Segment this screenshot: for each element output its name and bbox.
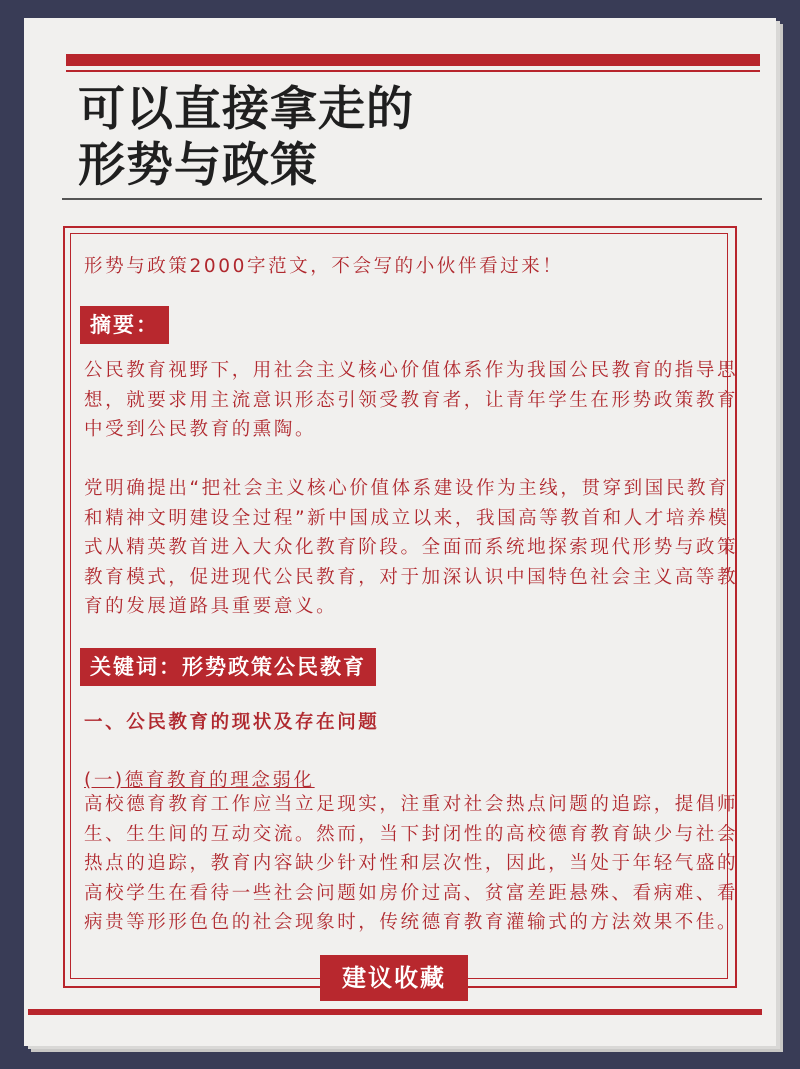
page-title [78, 82, 414, 194]
text-line: 病贵等形形色色的社会现象时，传统德育教育灌输式的方法效果不佳。 [84, 912, 739, 933]
section-paragraph [84, 790, 738, 938]
bottom-red-bar [28, 1009, 762, 1015]
abstract-tag: 摘要： [80, 306, 169, 344]
text-line: 想，就要求用主流意识形态引领受教育者，让青年学生在形势政策教育 [84, 389, 739, 411]
top-red-bar [66, 54, 760, 66]
keywords-tag: 关键词：形势政策公民教育 [80, 648, 376, 686]
text-line: 和精神文明建设全过程”新中国成立以来，我国高等教首和人才培养模 [84, 507, 730, 529]
text-line: 公民教育视野下，用社会主义核心价值体系作为我国公民教育的指导思 [84, 360, 739, 381]
abstract-paragraph-2 [84, 474, 738, 622]
text-line: 热点的追踪，教育内容缺少针对性和层次性，因此，当处于年轻气盛的 [84, 853, 739, 874]
top-red-line [66, 70, 760, 72]
title-line-1: 可以直接拿走的 [78, 82, 414, 137]
title-divider [62, 198, 762, 200]
text-line: 高校德育教育工作应当立足现实，注重对社会热点问题的追踪，提倡师 [84, 794, 739, 815]
intro-text: 形势与政策2000字范文，不会写的小伙伴看过来！ [84, 256, 564, 277]
text-line: 高校学生在看待一些社会问题如房价过高、贫富差距悬殊、看病难、看 [84, 882, 739, 904]
text-line: 育的发展道路具重要意义。 [84, 596, 338, 617]
text-line: 中受到公民教育的熏陶。 [84, 419, 317, 440]
text-line: 党明确提出“把社会主义核心价值体系建设作为主线，贯穿到国民教育 [84, 478, 730, 499]
text-line: 教育模式，促进现代公民教育，对于加深认识中国特色社会主义高等教 [84, 566, 739, 588]
bookmark-stamp: 建议收藏 [320, 955, 468, 1001]
subsection-heading: (一)德育教育的理念弱化 [84, 770, 315, 791]
text-line: 生、生生间的互动交流。然而，当下封闭性的高校德育教育缺少与社会 [84, 823, 739, 845]
title-line-2: 形势与政策 [78, 138, 318, 193]
section-heading: 一、公民教育的现状及存在问题 [84, 712, 380, 733]
abstract-paragraph-1 [84, 356, 738, 445]
text-line: 式从精英教首进入大众化教育阶段。全面而系统地探索现代形势与政策 [84, 537, 739, 558]
